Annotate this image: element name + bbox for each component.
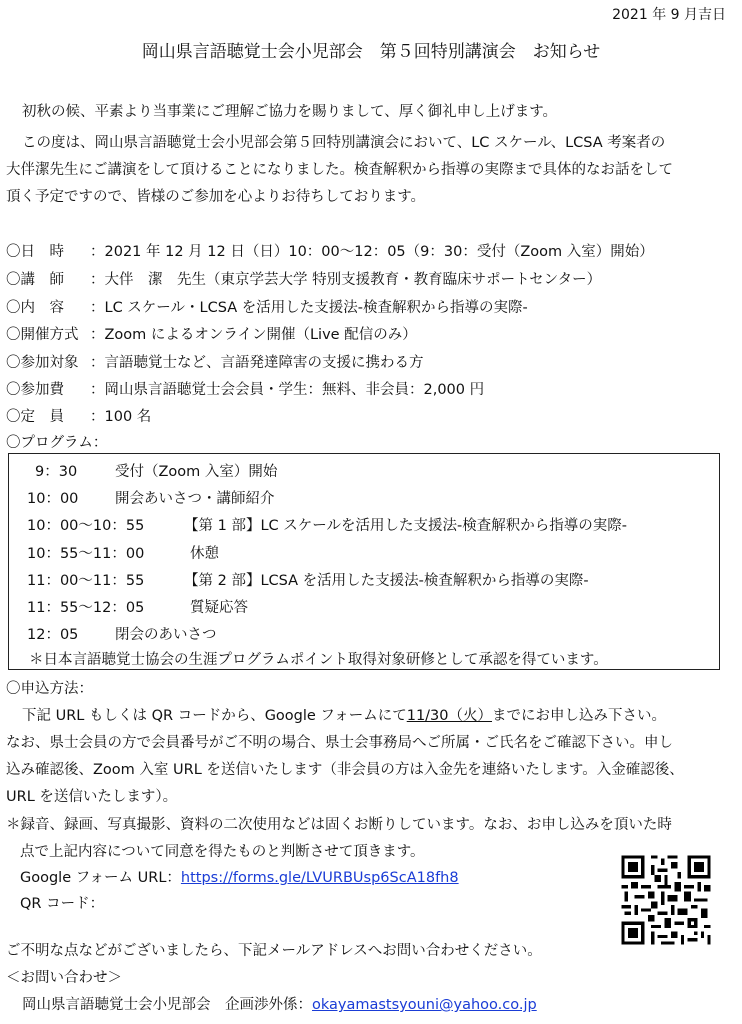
detail-value: ：Zoom によるオンライン開催（Live 配信のみ） bbox=[90, 327, 417, 343]
program-time: 9：30 bbox=[35, 464, 78, 480]
program-item bbox=[27, 596, 248, 617]
detail-value: ：岡山県言語聴覚士会会員・学生：無料、非会員：2,000 円 bbox=[90, 382, 485, 398]
detail-row-format bbox=[6, 323, 417, 344]
apply-line-2: なお、県士会員の方で会員番号がご不明の場合、県士会事務局へご所属・ご氏名をご確認下さい。申し bbox=[6, 735, 673, 751]
program-time: 10：00 bbox=[27, 491, 79, 507]
detail-value: ：大伴 潔 先生（東京学芸大学 特別支援教育・教育臨床サポートセンター） bbox=[90, 272, 602, 288]
program-time: 11：55〜12：05 bbox=[27, 600, 145, 616]
detail-row-lecturer bbox=[6, 268, 601, 289]
detail-label: 〇講 師 bbox=[6, 272, 64, 288]
closing-text: ご不明な点などがございましたら、下記メールアドレスへお問い合わせください。 bbox=[6, 943, 542, 959]
program-text: 閉会のあいさつ bbox=[115, 627, 217, 643]
program-note: ＊日本言語聴覚士協会の生涯プログラムポイント取得対象研修として承認を得ています。 bbox=[29, 652, 608, 668]
detail-row-content bbox=[6, 296, 528, 317]
intro-line-2: 大伴潔先生にご講演をして頂けることになりました。検査解釈から指導の実際まで具体的なお話をして bbox=[6, 162, 673, 178]
detail-value: ：2021 年 12 月 12 日（日）10：00〜12：05（9：30：受付（Zoom 入室）開始） bbox=[90, 244, 654, 260]
program-text: 【第 1 部】LC スケールを活用した支援法-検査解釈から指導の実際- bbox=[184, 518, 627, 534]
program-heading: 〇プログラム： bbox=[6, 435, 108, 451]
detail-row-capacity bbox=[6, 405, 151, 426]
intro-line-3: 頂く予定ですので、皆様のご参加を心よりお待ちしております。 bbox=[6, 189, 426, 205]
detail-label: 〇日 時 bbox=[6, 244, 64, 260]
contact-org: 岡山県言語聴覚士会小児部会 企画渉外係： bbox=[22, 997, 312, 1013]
detail-row-datetime bbox=[6, 240, 654, 261]
program-time: 12：05 bbox=[27, 627, 79, 643]
google-form-row bbox=[20, 866, 459, 891]
detail-row-audience bbox=[6, 351, 424, 372]
program-time: 10：00〜10：55 bbox=[27, 518, 145, 534]
detail-value: ：言語聴覚士など、言語発達障害の支援に携わる方 bbox=[90, 355, 424, 371]
contact-email-link[interactable]: okayamastsyouni@yahoo.co.jp bbox=[312, 997, 537, 1013]
program-text: 質疑応答 bbox=[190, 600, 248, 616]
program-text: 受付（Zoom 入室）開始 bbox=[115, 464, 278, 480]
program-time: 10：55〜11：00 bbox=[27, 546, 145, 562]
intro-greeting: 初秋の候、平素より当事業にご理解ご協力を賜りまして、厚く御礼申し上げます。 bbox=[22, 104, 558, 120]
program-box bbox=[8, 453, 720, 670]
detail-label: 〇開催方式 bbox=[6, 327, 79, 343]
detail-value: ：LC スケール・LCSA を活用した支援法-検査解釈から指導の実際- bbox=[90, 300, 528, 316]
detail-label: 〇参加対象 bbox=[6, 355, 79, 371]
program-item bbox=[35, 460, 277, 481]
document-date: 2021 年 9 月吉日 bbox=[612, 7, 726, 23]
detail-label: 〇内 容 bbox=[6, 300, 64, 316]
contact-heading: ＜お問い合わせ＞ bbox=[6, 970, 122, 986]
apply-line-3: 込み確認後、Zoom 入室 URL を送信いたします（非会員の方は入金先を連絡いたします。入金確認後、 bbox=[6, 762, 684, 778]
program-text: 開会あいさつ・講師紹介 bbox=[115, 491, 275, 507]
intro-line-1: この度は、岡山県言語聴覚士会小児部会第５回特別講演会において、LC スケール、LCSA 考案者の bbox=[22, 135, 666, 151]
program-time: 11：00〜11：55 bbox=[27, 573, 145, 589]
program-text: 【第 2 部】LCSA を活用した支援法-検査解釈から指導の実際- bbox=[184, 573, 589, 589]
detail-value: ：100 名 bbox=[90, 409, 152, 425]
qr-code bbox=[618, 852, 714, 948]
detail-label: 〇定 員 bbox=[6, 409, 64, 425]
apply-heading: 〇申込方法： bbox=[6, 681, 93, 697]
document-title: 岡山県言語聴覚士会小児部会 第５回特別講演会 お知らせ bbox=[141, 42, 601, 62]
qr-code-label: QR コード： bbox=[20, 896, 105, 912]
program-item bbox=[27, 542, 219, 563]
detail-label: 〇参加費 bbox=[6, 382, 64, 398]
apply-line-4: URL を送信いたします）。 bbox=[6, 789, 178, 805]
program-item bbox=[27, 514, 627, 535]
program-item bbox=[27, 487, 275, 508]
apply-note-1: ＊録音、録画、写真撮影、資料の二次使用などは固くお断りしています。なお、お申し込みを頂いた時 bbox=[6, 817, 672, 833]
apply-deadline: 11/30（火） bbox=[406, 708, 493, 724]
google-form-link[interactable]: https://forms.gle/LVURBUsp6ScA18fh8 bbox=[180, 870, 459, 886]
apply-note-2: 点で上記内容について同意を得たものと判断させて頂きます。 bbox=[20, 844, 425, 860]
apply-line-1: 下記 URL もしくは QR コードから、Google フォームにて11/30（火）までにお申し込み下さい。 bbox=[22, 708, 667, 724]
program-text: 休憩 bbox=[190, 546, 219, 562]
program-item bbox=[27, 569, 589, 590]
google-form-label: Google フォーム URL： bbox=[20, 870, 181, 886]
program-item bbox=[27, 623, 217, 644]
contact-row bbox=[22, 993, 537, 1018]
detail-row-fee bbox=[6, 378, 484, 399]
